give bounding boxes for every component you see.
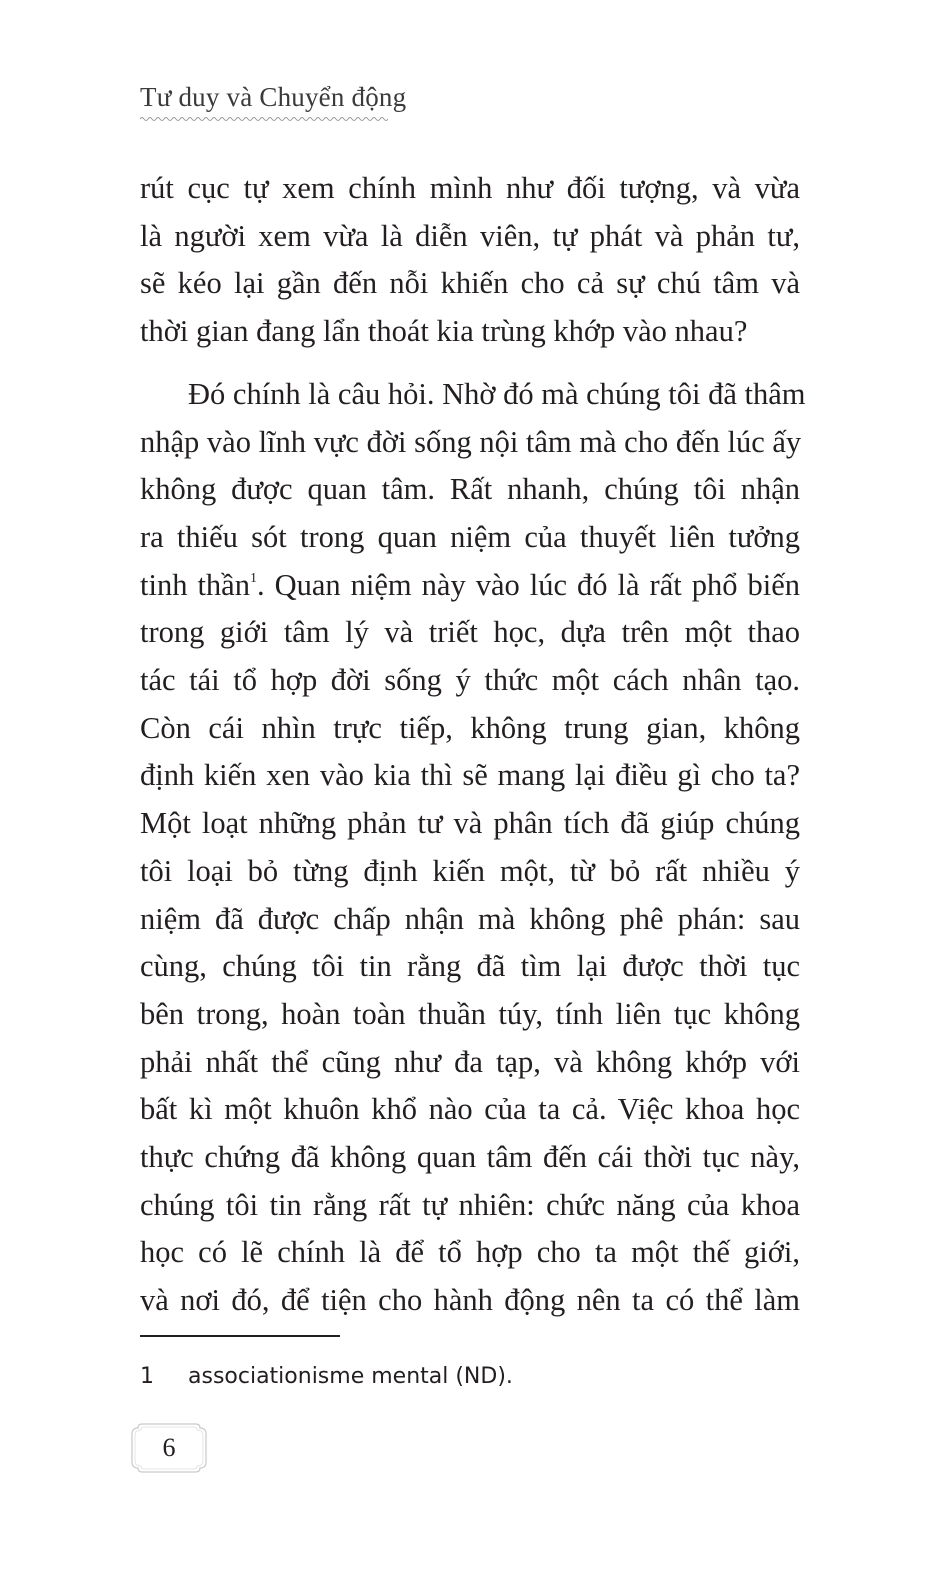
text-line: niệm đã được chấp nhận mà không phê phán: sau	[140, 901, 800, 936]
text-line: nhập vào lĩnh vực đời sống nội tâm mà cho đến lúc ấy	[140, 424, 802, 459]
text-line: thời gian đang lẩn thoát kia trùng khớp vào nhau?	[140, 314, 748, 349]
text-line: phải nhất thể cũng như đa tạp, và không khớp với	[140, 1044, 800, 1079]
text-segment: . Quan niệm này vào lúc đó là rất phổ biến	[256, 567, 800, 602]
text-line: sẽ kéo lại gần đến nỗi khiến cho cả sự chú tâm và	[140, 266, 800, 301]
text-line: chúng tôi tin rằng rất tự nhiên: chức năng của khoa	[140, 1187, 800, 1222]
text-line: học có lẽ chính là để tổ hợp cho ta một thế giới,	[140, 1235, 800, 1270]
footnote	[140, 1364, 513, 1389]
text-line: tác tái tổ hợp đời sống ý thức một cách nhân tạo.	[140, 663, 800, 698]
page-number: 6	[162, 1433, 176, 1462]
paragraph-2	[140, 371, 806, 1325]
text-line: Một loạt những phản tư và phân tích đã giúp chúng	[140, 806, 800, 841]
body-text	[140, 165, 806, 1325]
text-segment: tinh thần	[140, 567, 250, 602]
text-line: tôi loại bỏ từng định kiến một, từ bỏ rất nhiều ý	[140, 853, 800, 888]
text-line: định kiến xen vào kia thì sẽ mang lại điều gì cho ta?	[140, 758, 800, 793]
footnote-text: associationisme mental (ND).	[188, 1364, 513, 1389]
text-line: trong giới tâm lý và triết học, dựa trên một thao	[140, 615, 800, 650]
text-line: bên trong, hoàn toàn thuần túy, tính liên tục không	[140, 996, 800, 1031]
text-line: và nơi đó, để tiện cho hành động nên ta có thể làm	[140, 1283, 800, 1318]
text-line: ra thiếu sót trong quan niệm của thuyết liên tưởng	[140, 519, 800, 554]
header-wavy-rule	[140, 116, 388, 122]
running-header-title: Tư duy và Chuyển động	[140, 82, 407, 112]
text-line: rút cục tự xem chính mình như đối tượng, và vừa	[140, 171, 800, 205]
footnote-separator	[140, 1335, 340, 1337]
text-line: không được quan tâm. Rất nhanh, chúng tôi nhận	[140, 472, 800, 507]
text-line: Còn cái nhìn trực tiếp, không trung gian, không	[140, 710, 800, 745]
footnote-number: 1	[140, 1364, 154, 1389]
text-line: cùng, chúng tôi tin rằng đã tìm lại được thời tục	[140, 949, 800, 984]
text-line-with-footnote-ref	[140, 562, 800, 610]
text-line: bất kì một khuôn khổ nào của ta cả. Việc khoa học	[140, 1092, 800, 1127]
footnote-reference[interactable]: 1	[249, 570, 257, 586]
page-number-badge	[128, 1420, 210, 1476]
text-line: là người xem vừa là diễn viên, tự phát và phản tư,	[140, 218, 800, 253]
text-line: thực chứng đã không quan tâm đến cái thời tục này,	[140, 1140, 800, 1175]
text-line: Đó chính là câu hỏi. Nhờ đó mà chúng tôi đã thâm	[188, 376, 806, 411]
paragraph-1	[140, 165, 800, 356]
